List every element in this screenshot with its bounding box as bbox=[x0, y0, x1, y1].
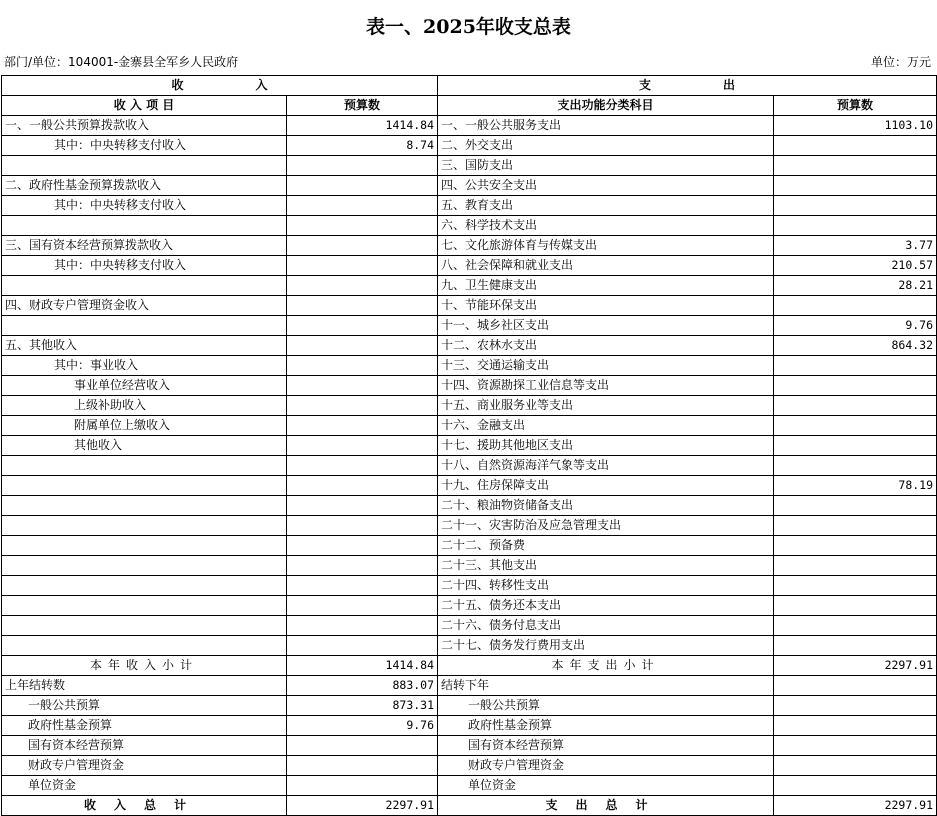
income-value-cell bbox=[287, 556, 438, 576]
table-row bbox=[2, 576, 937, 596]
expense-value-cell: 1103.10 bbox=[774, 116, 937, 136]
income-item-cell bbox=[2, 276, 287, 296]
carry-expense-value-cell bbox=[774, 776, 937, 796]
income-item-cell: 四、财政专户管理资金收入 bbox=[2, 296, 287, 316]
expense-value-cell bbox=[774, 176, 937, 196]
table-row bbox=[2, 556, 937, 576]
income-value-cell bbox=[287, 276, 438, 296]
income-group-header: 收 入 bbox=[2, 76, 438, 96]
carry-expense-value-cell bbox=[774, 736, 937, 756]
income-value-cell bbox=[287, 376, 438, 396]
unit-label: 单位：万元 bbox=[870, 55, 931, 69]
carry-expense-item-cell: 国有资本经营预算 bbox=[438, 736, 774, 756]
income-value-cell bbox=[287, 436, 438, 456]
income-item-cell: 二、政府性基金预算拨款收入 bbox=[2, 176, 287, 196]
table-row bbox=[2, 316, 937, 336]
income-value-cell bbox=[287, 636, 438, 656]
income-item-cell bbox=[2, 576, 287, 596]
income-value-cell bbox=[287, 516, 438, 536]
expense-value-cell: 9.76 bbox=[774, 316, 937, 336]
income-value-cell bbox=[287, 296, 438, 316]
expense-item-cell: 十二、农林水支出 bbox=[438, 336, 774, 356]
table-row bbox=[2, 476, 937, 496]
table-row bbox=[2, 536, 937, 556]
income-item-cell: 其中：中央转移支付收入 bbox=[2, 136, 287, 156]
income-item-cell bbox=[2, 496, 287, 516]
carry-income-item-cell: 国有资本经营预算 bbox=[2, 736, 287, 756]
income-value-cell bbox=[287, 616, 438, 636]
income-value-cell bbox=[287, 176, 438, 196]
carry-row bbox=[2, 696, 937, 716]
table-row bbox=[2, 596, 937, 616]
income-item-cell: 三、国有资本经营预算拨款收入 bbox=[2, 236, 287, 256]
carry-expense-item-cell: 财政专户管理资金 bbox=[438, 756, 774, 776]
expense-item-cell: 四、公共安全支出 bbox=[438, 176, 774, 196]
income-value-cell bbox=[287, 336, 438, 356]
carry-income-value-cell bbox=[287, 736, 438, 756]
expense-item-cell: 十七、援助其他地区支出 bbox=[438, 436, 774, 456]
total-row bbox=[2, 796, 937, 816]
table-row bbox=[2, 256, 937, 276]
income-item-cell bbox=[2, 456, 287, 476]
income-value-cell bbox=[287, 596, 438, 616]
expense-value-cell: 864.32 bbox=[774, 336, 937, 356]
income-item-cell bbox=[2, 616, 287, 636]
header-row-columns bbox=[2, 96, 937, 116]
expense-value-cell: 28.21 bbox=[774, 276, 937, 296]
table-row bbox=[2, 396, 937, 416]
income-item-cell: 一、一般公共预算拨款收入 bbox=[2, 116, 287, 136]
carry-expense-value-cell bbox=[774, 696, 937, 716]
income-subtotal-value: 1414.84 bbox=[287, 656, 438, 676]
expense-budget-header: 预算数 bbox=[774, 96, 937, 116]
table-row bbox=[2, 236, 937, 256]
carry-expense-item-cell: 单位资金 bbox=[438, 776, 774, 796]
table-row bbox=[2, 636, 937, 656]
income-total-value: 2297.91 bbox=[287, 796, 438, 816]
income-subtotal-label: 本年收入小计 bbox=[2, 656, 287, 676]
table-row bbox=[2, 616, 937, 636]
income-value-cell bbox=[287, 236, 438, 256]
income-item-cell bbox=[2, 216, 287, 236]
income-item-cell bbox=[2, 556, 287, 576]
carry-row bbox=[2, 776, 937, 796]
expense-item-cell: 十九、住房保障支出 bbox=[438, 476, 774, 496]
carry-row bbox=[2, 756, 937, 776]
expense-subtotal-label: 本年支出小计 bbox=[438, 656, 774, 676]
subtotal-section bbox=[2, 656, 937, 676]
income-item-cell: 附属单位上缴收入 bbox=[2, 416, 287, 436]
table-row bbox=[2, 116, 937, 136]
carry-expense-value-cell bbox=[774, 756, 937, 776]
table-row bbox=[2, 416, 937, 436]
income-item-cell: 事业单位经营收入 bbox=[2, 376, 287, 396]
carry-income-value-cell: 873.31 bbox=[287, 696, 438, 716]
expense-value-cell bbox=[774, 376, 937, 396]
expense-item-cell: 一、一般公共服务支出 bbox=[438, 116, 774, 136]
income-value-cell bbox=[287, 576, 438, 596]
income-item-cell: 五、其他收入 bbox=[2, 336, 287, 356]
expense-item-cell: 二十五、债务还本支出 bbox=[438, 596, 774, 616]
income-item-cell: 其中：事业收入 bbox=[2, 356, 287, 376]
expense-value-cell bbox=[774, 216, 937, 236]
expense-item-cell: 十、节能环保支出 bbox=[438, 296, 774, 316]
expense-value-cell bbox=[774, 156, 937, 176]
income-item-cell: 上级补助收入 bbox=[2, 396, 287, 416]
expense-item-cell: 二十三、其他支出 bbox=[438, 556, 774, 576]
expense-item-header: 支出功能分类科目 bbox=[438, 96, 774, 116]
expense-value-cell bbox=[774, 616, 937, 636]
income-item-header: 收 入 项 目 bbox=[2, 96, 287, 116]
expense-value-cell bbox=[774, 416, 937, 436]
income-total-label: 收入总计 bbox=[2, 796, 287, 816]
expense-item-cell: 二、外交支出 bbox=[438, 136, 774, 156]
carry-expense-item-cell: 政府性基金预算 bbox=[438, 716, 774, 736]
income-item-cell bbox=[2, 636, 287, 656]
carry-income-value-cell: 9.76 bbox=[287, 716, 438, 736]
carry-income-item-cell: 单位资金 bbox=[2, 776, 287, 796]
expense-value-cell bbox=[774, 636, 937, 656]
expense-value-cell bbox=[774, 556, 937, 576]
carry-income-value-cell bbox=[287, 776, 438, 796]
expense-value-cell bbox=[774, 536, 937, 556]
income-budget-header: 预算数 bbox=[287, 96, 438, 116]
table-row bbox=[2, 336, 937, 356]
income-value-cell: 8.74 bbox=[287, 136, 438, 156]
expense-subtotal-value: 2297.91 bbox=[774, 656, 937, 676]
expense-item-cell: 二十、粮油物资储备支出 bbox=[438, 496, 774, 516]
table-row bbox=[2, 516, 937, 536]
income-item-cell bbox=[2, 156, 287, 176]
expense-item-cell: 十六、金融支出 bbox=[438, 416, 774, 436]
expense-item-cell: 八、社会保障和就业支出 bbox=[438, 256, 774, 276]
income-value-cell bbox=[287, 256, 438, 276]
expense-item-cell: 十五、商业服务业等支出 bbox=[438, 396, 774, 416]
table-row bbox=[2, 456, 937, 476]
expense-item-cell: 三、国防支出 bbox=[438, 156, 774, 176]
expense-value-cell bbox=[774, 396, 937, 416]
table-row bbox=[2, 216, 937, 236]
income-item-cell bbox=[2, 516, 287, 536]
expense-item-cell: 十一、城乡社区支出 bbox=[438, 316, 774, 336]
expense-value-cell bbox=[774, 596, 937, 616]
carry-income-item-cell: 财政专户管理资金 bbox=[2, 756, 287, 776]
page-title: 表一、2025年收支总表 bbox=[366, 16, 571, 38]
expense-item-cell: 二十四、转移性支出 bbox=[438, 576, 774, 596]
carry-row bbox=[2, 736, 937, 756]
income-value-cell bbox=[287, 216, 438, 236]
income-item-cell bbox=[2, 316, 287, 336]
expense-group-header: 支 出 bbox=[438, 76, 937, 96]
expense-item-cell: 十四、资源勘探工业信息等支出 bbox=[438, 376, 774, 396]
income-value-cell bbox=[287, 156, 438, 176]
table-row bbox=[2, 136, 937, 156]
expense-item-cell: 十三、交通运输支出 bbox=[438, 356, 774, 376]
carry-expense-value-cell bbox=[774, 716, 937, 736]
income-value-cell: 1414.84 bbox=[287, 116, 438, 136]
expense-item-cell: 二十七、债务发行费用支出 bbox=[438, 636, 774, 656]
expense-total-label: 支出总计 bbox=[438, 796, 774, 816]
expense-value-cell: 3.77 bbox=[774, 236, 937, 256]
table-row bbox=[2, 496, 937, 516]
carry-expense-value-cell bbox=[774, 676, 937, 696]
subtotal-row bbox=[2, 656, 937, 676]
income-item-cell bbox=[2, 536, 287, 556]
carry-income-item-cell: 政府性基金预算 bbox=[2, 716, 287, 736]
table-row bbox=[2, 276, 937, 296]
expense-value-cell: 78.19 bbox=[774, 476, 937, 496]
expense-value-cell bbox=[774, 196, 937, 216]
expense-item-cell: 七、文化旅游体育与传媒支出 bbox=[438, 236, 774, 256]
expense-value-cell bbox=[774, 516, 937, 536]
expense-total-value: 2297.91 bbox=[774, 796, 937, 816]
income-value-cell bbox=[287, 356, 438, 376]
total-section bbox=[2, 796, 937, 816]
carry-expense-item-cell: 结转下年 bbox=[438, 676, 774, 696]
expense-value-cell bbox=[774, 456, 937, 476]
income-value-cell bbox=[287, 196, 438, 216]
expense-value-cell bbox=[774, 356, 937, 376]
budget-table bbox=[1, 75, 937, 816]
expense-item-cell: 二十一、灾害防治及应急管理支出 bbox=[438, 516, 774, 536]
table-row bbox=[2, 296, 937, 316]
expense-item-cell: 九、卫生健康支出 bbox=[438, 276, 774, 296]
expense-item-cell: 二十二、预备费 bbox=[438, 536, 774, 556]
expense-value-cell bbox=[774, 496, 937, 516]
expense-value-cell bbox=[774, 436, 937, 456]
income-value-cell bbox=[287, 396, 438, 416]
income-value-cell bbox=[287, 316, 438, 336]
income-item-cell bbox=[2, 476, 287, 496]
expense-item-cell: 五、教育支出 bbox=[438, 196, 774, 216]
income-value-cell bbox=[287, 496, 438, 516]
table-row bbox=[2, 376, 937, 396]
income-value-cell bbox=[287, 416, 438, 436]
expense-value-cell: 210.57 bbox=[774, 256, 937, 276]
expense-item-cell: 六、科学技术支出 bbox=[438, 216, 774, 236]
expense-item-cell: 二十六、债务付息支出 bbox=[438, 616, 774, 636]
table-row bbox=[2, 196, 937, 216]
header-row-group bbox=[2, 76, 937, 96]
department-label: 部门/单位：104001-金寨县全军乡人民政府 bbox=[4, 55, 239, 69]
table-row bbox=[2, 436, 937, 456]
expense-item-cell: 十八、自然资源海洋气象等支出 bbox=[438, 456, 774, 476]
carry-row bbox=[2, 676, 937, 696]
expense-value-cell bbox=[774, 136, 937, 156]
carry-row bbox=[2, 716, 937, 736]
carry-section bbox=[2, 676, 937, 796]
carry-income-item-cell: 一般公共预算 bbox=[2, 696, 287, 716]
income-item-cell: 其中：中央转移支付收入 bbox=[2, 196, 287, 216]
table-body bbox=[2, 116, 937, 656]
carry-income-value-cell: 883.07 bbox=[287, 676, 438, 696]
table-row bbox=[2, 176, 937, 196]
table-row bbox=[2, 356, 937, 376]
carry-income-item-cell: 上年结转数 bbox=[2, 676, 287, 696]
table-row bbox=[2, 156, 937, 176]
expense-value-cell bbox=[774, 576, 937, 596]
income-item-cell: 其他收入 bbox=[2, 436, 287, 456]
carry-income-value-cell bbox=[287, 756, 438, 776]
expense-value-cell bbox=[774, 296, 937, 316]
income-value-cell bbox=[287, 456, 438, 476]
income-value-cell bbox=[287, 476, 438, 496]
income-item-cell bbox=[2, 596, 287, 616]
income-value-cell bbox=[287, 536, 438, 556]
carry-expense-item-cell: 一般公共预算 bbox=[438, 696, 774, 716]
income-item-cell: 其中：中央转移支付收入 bbox=[2, 256, 287, 276]
